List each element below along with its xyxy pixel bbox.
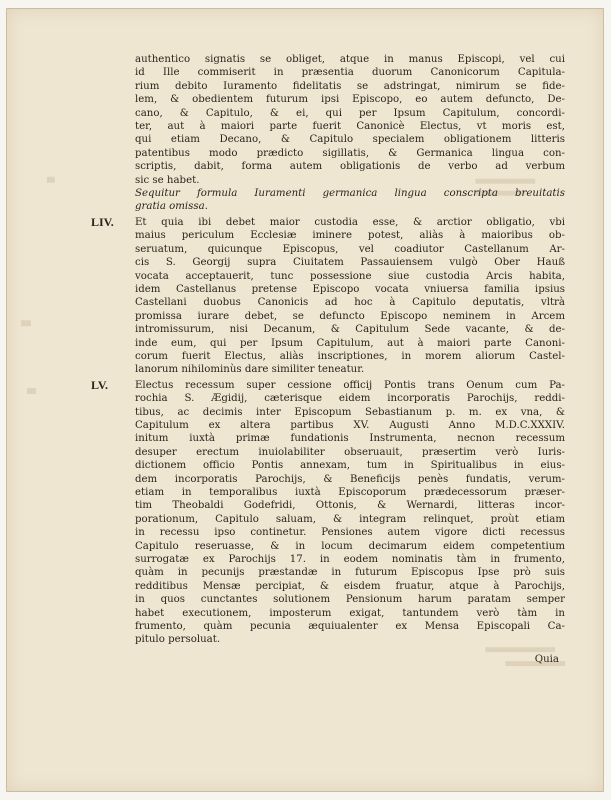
text-line: etiam in temporalibus iuxtà Episcoporum prædecessorum præser- [135,487,565,498]
text-line: sic se habet. [135,174,200,186]
text-line: Capitulum ex altera partibus XV. Augusti Anno M.D.C.XXXIV. [135,419,565,431]
text-line: porationum, Capitulo saluam, & integram relinquet, proùt etiam [135,513,565,525]
paragraph-liv [91,214,565,377]
text-line: habet executionem, imposterum exigat, tantundem verò tàm in [135,607,565,619]
text-line: scriptis, dabit, forma autem obligationis de verbo ad verbum [135,161,565,173]
paragraph-lv-text [135,379,565,647]
text-line: in quos cunctantes solutionem Pensionum harum paratam semper [135,594,565,606]
text-line: quàm in pecunijs præstandæ in futurum Episcopus Ipse prò suis [135,567,565,579]
text-line: qui etiam Decano, & Capitulo specialem obligationem litteris [135,134,565,146]
text-line: ter, aut à maiori parte fuerit Canonicè Electus, vt moris est, [135,121,565,133]
text-line: surrogatæ ex Parochijs 17. in eodem nominatis tàm in frumento, [135,554,565,566]
text-line: maius periculum Ecclesiæ iminere potest, aliàs à maioribus ob- [135,230,565,242]
text-line: corum fuerit Electus, aliàs inscriptiones, in morem aliorum Castel- [135,350,565,362]
catchword-row [135,653,565,669]
text-line: Castellani duobus Canonicis ad hoc à Capitulo deputatis, vltrà [135,297,565,309]
paragraph-liv-text [135,216,565,377]
text-line: promissa iurare debet, se defuncto Episcopo neminem in Arcem [135,310,565,322]
text-line: tim Theobaldi Godefridi, Ottonis, & Wernardi, litteras incor- [135,500,565,512]
text-line: patentibus modo prædicto sigillatis, & Germanica lingua con- [135,147,565,159]
text-line: vocata acceptauerit, tunc possessione siue custodia Arcis habita, [135,270,565,282]
paragraph-number: LV. [91,377,109,392]
text-line: idem Castellanus pretense Episcopo vocata vniuersa familia ipsius [135,283,565,295]
text-line: cano, & Capitulo, & ei, qui per Ipsum Capitulum, concordi- [135,107,565,119]
opening-paragraph [135,53,565,187]
text-line: cis S. Georgij supra Ciuitatem Passauiensem vulgò Ober Hauß [135,257,565,269]
text-line: rochia S. Ægidij, cæterisque eidem incorporatis Parochijs, reddi- [135,393,565,405]
text-line: seruatum, quicunque Episcopus, vel coadiutor Castellanum Ar- [135,243,565,255]
text-line: lanorum nihilominùs dare similiter teneatur. [135,364,365,376]
note-line: gratia omissa. [135,201,208,213]
text-line: rium debito Iuramento fidelitatis se adstringat, nimirum se fide- [135,80,565,92]
document-page [6,8,604,792]
text-line: intromissurum, nisi Decanum, & Capitulum Sede vacante, & de- [135,324,565,336]
text-line: initum iuxtà primæ fundationis Instrumenta, necnon recessum [135,433,565,445]
text-line: desuper erectum inuiolabiliter obseruauit, præsertim verò Iuris- [135,446,565,458]
paragraph-lv [91,377,565,647]
text-line: dem incorporatis Parochijs, & Beneficijs penès fundatis, verum- [135,473,565,485]
text-line: Capitulo reseruasse, & in locum decimarum eidem competentium [135,540,565,552]
text-line: inde eum, qui per Ipsum Capitulum, aut à maiori parte Canoni- [135,337,565,349]
catchword: Quia [534,653,559,665]
text-line: tibus, ac decimis inter Episcopum Sebastianum p. m. ex vna, & [135,406,565,418]
text-line: dictionem officio Pontis annexam, tum in Spiritualibus in eius- [135,460,565,472]
paragraph-number: LIV. [91,214,114,229]
text-line: in recessu ipso continetur. Pensiones autem vigore dicti recessus [135,527,565,539]
text-line: Et quia ibi debet maior custodia esse, & arctior obligatio, vbi [135,216,565,228]
text-line: authentico signatis se obliget, atque in manus Episcopi, vel cui [135,54,565,65]
text-line: pitulo persoluat. [135,634,221,646]
note-line: Sequitur formula Iuramenti germanica lingua conscripta breuitatis [135,188,565,200]
text-line: Electus recessum super cessione officij Pontis trans Oenum cum Pa- [135,379,565,391]
text-line: frumento, quàm pecunia æquiualenter ex Mensa Episcopali Ca- [135,621,565,633]
text-line: lem, & obedientem futurum ipsi Episcopo, eo autem defuncto, De- [135,94,565,106]
text-line: redditibus Mensæ percipiat, & eisdem fruatur, atque à Parochijs, [135,580,565,592]
oath-formula-note [135,187,565,214]
text-column [91,53,565,669]
text-line: id Ille commiserit in præsentia duorum Canonicorum Capitula- [135,67,565,79]
